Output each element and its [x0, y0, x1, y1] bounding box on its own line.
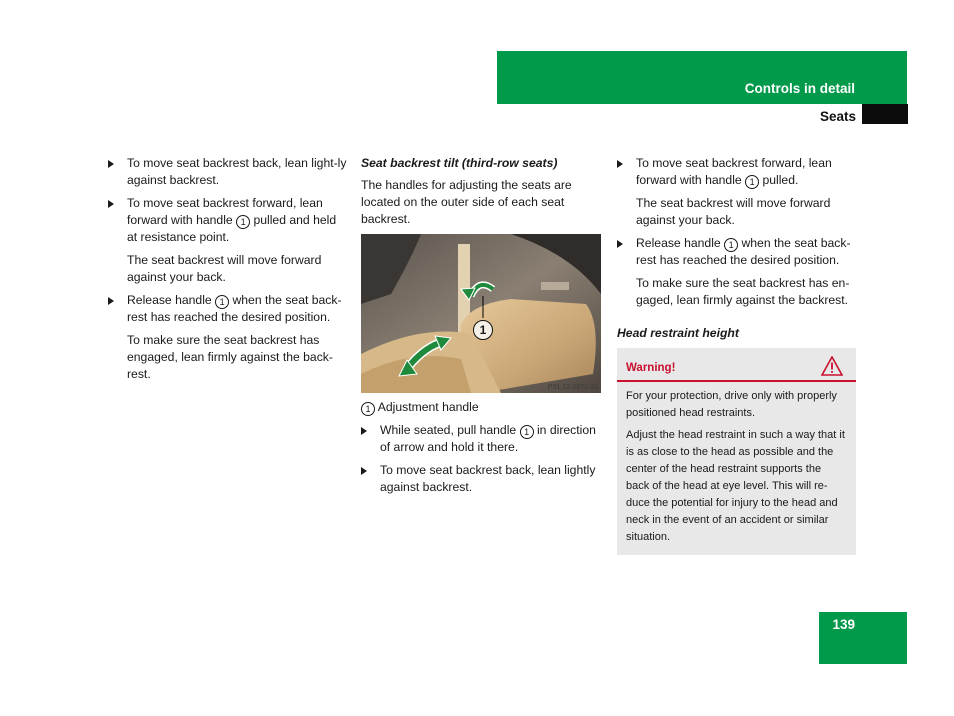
section-title: Seats: [819, 109, 856, 124]
column-left: [108, 155, 348, 389]
warning-box: [617, 348, 856, 555]
callout-number: 1: [215, 295, 229, 309]
intro-text: The handles for adjusting the seats are located on the outer side of each seat backrest.: [361, 178, 572, 226]
callout-number: 1: [520, 425, 534, 439]
triangle-bullet-icon: [108, 297, 114, 305]
warning-label: Warning!: [626, 362, 676, 374]
callout-number: 1: [236, 215, 250, 229]
result-text: The seat backrest will move forward against your back.: [636, 196, 831, 227]
subsection-heading: Seat backrest tilt (third-row seats): [361, 156, 558, 170]
triangle-bullet-icon: [617, 240, 623, 248]
subsection-heading: Head restraint height: [617, 326, 739, 340]
figure-callout: 1: [473, 320, 493, 340]
warning-triangle-icon: [821, 356, 843, 376]
instruction-item: Release handle 1 when the seat back-rest has reached the desired position.: [108, 292, 348, 326]
instruction-item: While seated, pull handle 1 in direction of arrow and hold it there.: [361, 422, 601, 456]
note-text: To make sure the seat backrest has engaged, lean firmly against the back-rest.: [127, 333, 333, 381]
warning-text: For your protection, drive only with properly positioned head restraints.: [626, 390, 837, 419]
seat-backrest-figure: [361, 234, 601, 393]
note-text: To make sure the seat backrest has en-gaged, lean firmly against the backrest.: [636, 276, 850, 307]
seat-illustration: [361, 234, 601, 393]
chapter-title: Controls in detail: [744, 81, 855, 96]
page-number: 139: [832, 617, 855, 632]
result-text: The seat backrest will move forward against your back.: [127, 253, 322, 284]
triangle-bullet-icon: [361, 427, 367, 435]
triangle-bullet-icon: [108, 200, 114, 208]
triangle-bullet-icon: [617, 160, 623, 168]
callout-number: 1: [361, 402, 375, 416]
page-number-box: [819, 612, 907, 664]
warning-text: Adjust the head restraint in such a way that it is as close to the head as possible and the center of the head restraint supports the back of the head at eye level. This will re-duce the potential for injury to the head and neck in the event of an accident or similar situation.: [626, 429, 845, 543]
figure-caption: 1 Adjustment handle: [361, 399, 601, 416]
figure-code: P91.12-2871-31: [547, 384, 598, 391]
section-marker: [862, 104, 908, 124]
column-right: [617, 155, 857, 555]
warning-header: [617, 348, 856, 382]
triangle-bullet-icon: [108, 160, 114, 168]
instruction-item: To move seat backrest forward, lean forward with handle 1 pulled.: [617, 155, 857, 189]
header-bar: [497, 51, 907, 104]
triangle-bullet-icon: [361, 467, 367, 475]
instruction-item: Release handle 1 when the seat back-rest has reached the desired position.: [617, 235, 857, 269]
instruction-item: To move seat backrest forward, lean forward with handle 1 pulled and held at resistance point.: [108, 195, 348, 246]
callout-number: 1: [724, 238, 738, 252]
column-middle: [361, 155, 601, 502]
instruction-item: To move seat backrest back, lean light-ly against backrest.: [108, 155, 348, 189]
instruction-item: To move seat backrest back, lean lightly against backrest.: [361, 462, 601, 496]
callout-number: 1: [745, 175, 759, 189]
